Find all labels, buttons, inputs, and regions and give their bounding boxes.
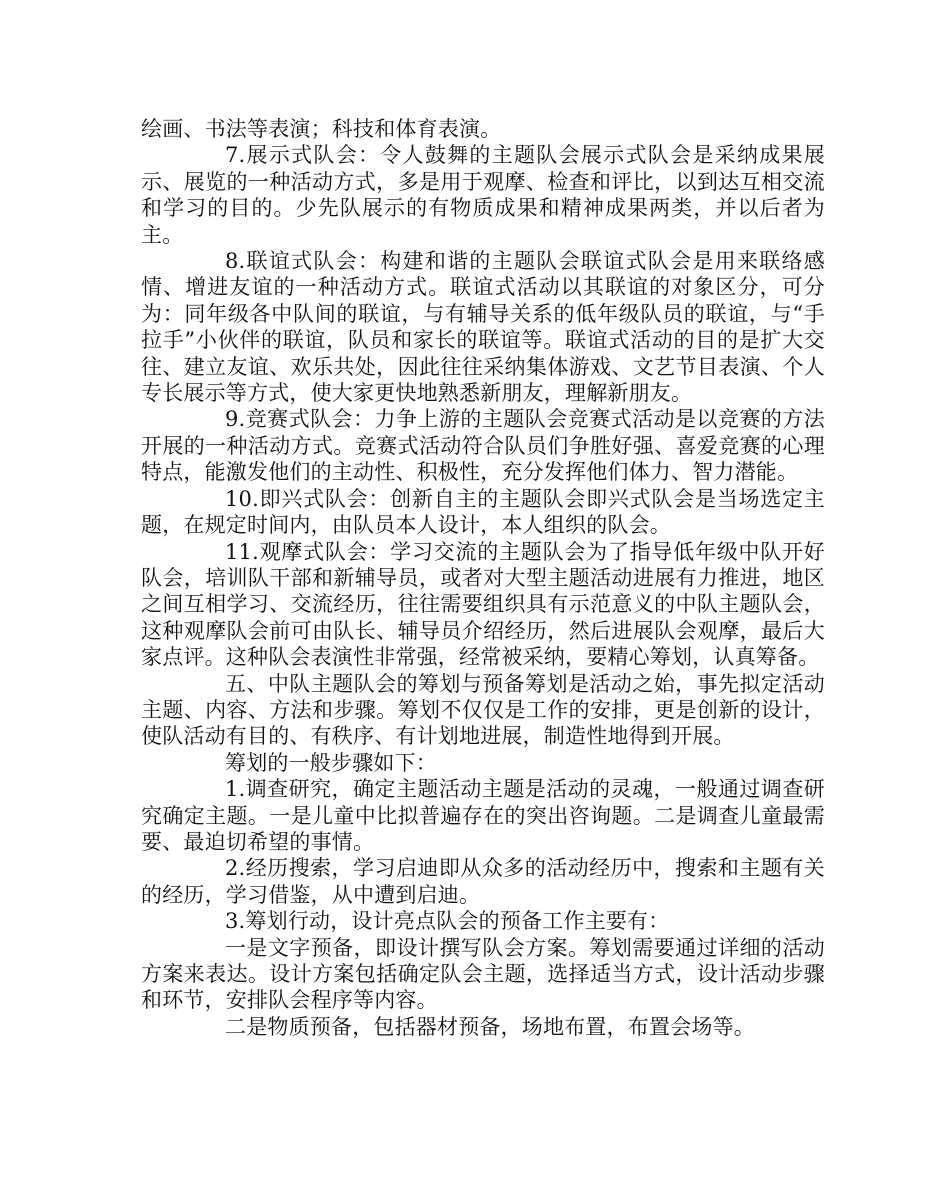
paragraph-observation-meeting: 11.观摩式队会：学习交流的主题队会为了指导低年级中队开好队会，培训队干部和新辅导员，或者对大型主题活动进展有力推进，地区之间互相学习、交流经历，往往需要组织具有示范意义的中队主题队会，这种观摩队会前可由队长、辅导员介绍经历，然后进展队会观摩，最后大家点评。这种队会表演性非常强，经常被采纳，要精心筹划，认真筹备。: [141, 539, 825, 670]
paragraph-impromptu-meeting: 10.即兴式队会：创新自主的主题队会即兴式队会是当场选定主题，在规定时间内，由队员本人设计，本人组织的队会。: [141, 486, 825, 538]
paragraph-friendship-meeting: 8.联谊式队会：构建和谐的主题队会联谊式队会是用来联络感情、增进友谊的一种活动方式。联谊式活动以其联谊的对象区分，可分为：同年级各中队间的联谊，与有辅导关系的低年级队员的联谊，与“手拉手”小伙伴的联谊，队员和家长的联谊等。联谊式活动的目的是扩大交往、建立友谊、欢乐共处，因此往往采纳集体游戏、文艺节目表演、个人专长展示等方式，使大家更快地熟悉新朋友，理解新朋友。: [141, 249, 825, 406]
paragraph-steps-intro: 筹划的一般步骤如下：: [225, 750, 437, 775]
paragraph-step-one: 1.调查研究，确定主题活动主题是活动的灵魂，一般通过调查研究确定主题。一是儿童中比拟普遍存在的突出咨询题。二是调查儿童最需要、最迫切希望的事情。: [141, 777, 825, 854]
paragraph-continuation: 绘画、书法等表演；科技和体育表演。: [141, 117, 502, 141]
paragraph-step-two: 2.经历搜索，学习启迪即从众多的活动经历中，搜索和主题有关的经历，学习借鉴，从中遭到启迪。: [141, 856, 825, 907]
paragraph-section-five: 五、中队主题队会的筹划与预备筹划是活动之始，事先拟定活动主题、内容、方法和步骤。筹划不仅仅是工作的安排，更是创新的设计，使队活动有目的、有秩序、有计划地进展，制造性地得到开展。: [141, 671, 825, 749]
paragraph-step-three: 3.筹划行动，设计亮点队会的预备工作主要有：: [225, 909, 670, 934]
paragraph-exhibition-meeting: 7.展示式队会：令人鼓舞的主题队会展示式队会是采纳成果展示、展览的一种活动方式，多是用于观摩、检查和评比，以到达互相交流和学习的目的。少先队展示的有物质成果和精神成果两类，并以后者为主。: [141, 143, 825, 247]
paragraph-competition-meeting: 9.竞赛式队会：力争上游的主题队会竞赛式活动是以竞赛的方法开展的一种活动方式。竞赛式活动符合队员们争胜好强、喜爱竞赛的心理特点，能激发他们的主动性、积极性，充分发挥他们体力、智力潜能。: [141, 407, 825, 485]
document-body: [141, 116, 825, 1040]
paragraph-text-preparation: 一是文字预备，即设计撰写队会方案。筹划需要通过详细的活动方案来表达。设计方案包括确定队会主题，选择适当方式，设计活动步骤和环节，安排队会程序等内容。: [141, 935, 825, 1013]
paragraph-material-preparation: 二是物质预备，包括器材预备，场地布置，布置会场等。: [225, 1014, 755, 1039]
